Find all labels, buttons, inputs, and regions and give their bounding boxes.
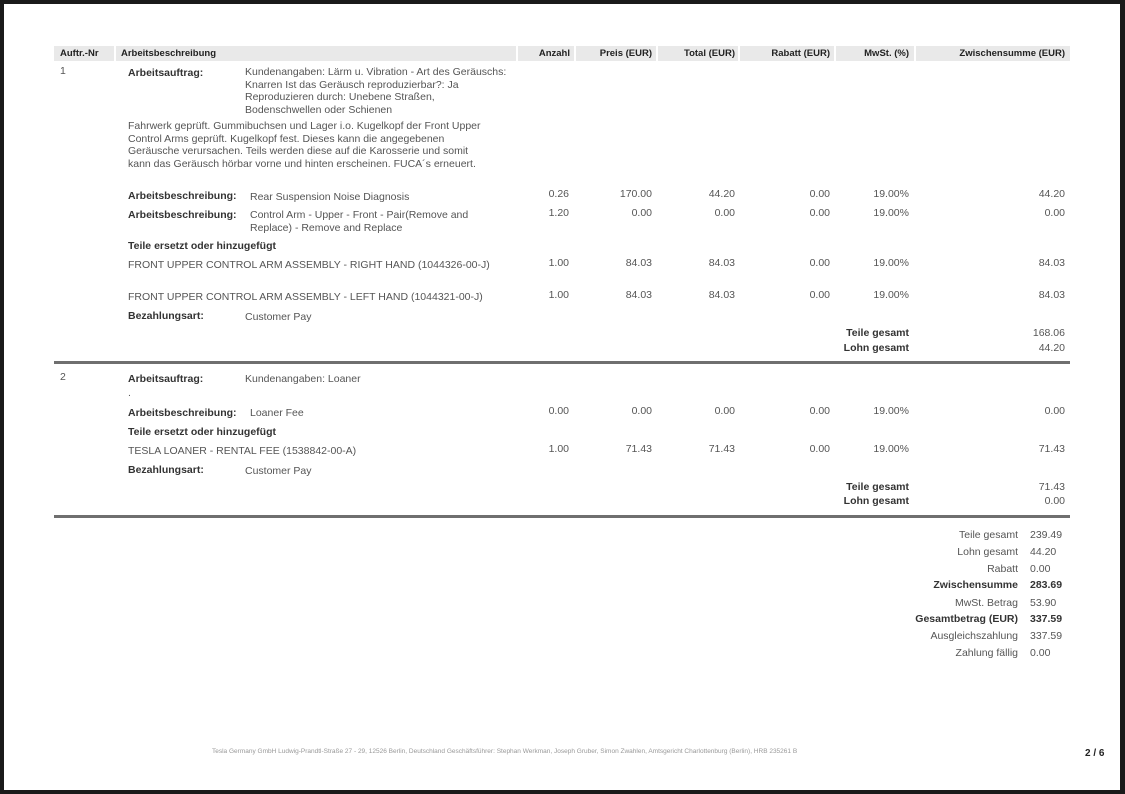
part-rabatt: 0.00 [809, 257, 830, 269]
order-number: 2 [60, 371, 66, 383]
col-header-total: Total (EUR) [683, 48, 735, 59]
work-order-label: Arbeitsauftrag: [128, 373, 204, 385]
section-divider [54, 515, 1070, 518]
labor-total-label: Lohn gesamt [843, 342, 909, 354]
summary-label: Zwischensumme [933, 579, 1018, 591]
summary-label: Zahlung fällig [955, 647, 1018, 659]
labor-preis: 0.00 [631, 405, 652, 417]
labor-zwischensumme: 0.00 [1044, 405, 1065, 417]
part-preis: 71.43 [625, 443, 652, 455]
labor-total-value: 0.00 [1044, 495, 1065, 507]
labor-description: Loaner Fee [250, 407, 304, 419]
summary-label: MwSt. Betrag [954, 597, 1018, 609]
labor-mwst: 19.00% [873, 405, 909, 417]
page-number: 2 / 6 [1085, 748, 1105, 759]
summary-label: Ausgleichszahlung [930, 630, 1018, 642]
labor-zwischensumme: 44.20 [1038, 188, 1065, 200]
summary-value: 53.90 [1030, 597, 1057, 609]
summary-label: Gesamtbetrag (EUR) [915, 613, 1018, 625]
parts-total-value: 168.06 [1032, 327, 1065, 339]
payment-type-value: Customer Pay [245, 311, 312, 323]
summary-value: 44.20 [1030, 546, 1057, 558]
part-rabatt: 0.00 [809, 289, 830, 301]
col-header-arbeitsbeschreibung: Arbeitsbeschreibung [121, 48, 217, 59]
labor-description: Rear Suspension Noise Diagnosis [250, 191, 410, 203]
part-mwst: 19.00% [873, 443, 909, 455]
part-anzahl: 1.00 [548, 289, 569, 301]
work-order-text: Kundenangaben: Lärm u. Vibration - Art des Geräuschs: Knarren Ist das Geräusch reproduzierbar?: Ja Reproduzieren durch: Unebene Straßen, Bodenschwellen oder Schienen [245, 66, 507, 116]
summary-value: 337.59 [1030, 630, 1063, 642]
part-anzahl: 1.00 [548, 443, 569, 455]
order-number: 1 [60, 65, 66, 77]
work-order-note: . [128, 387, 131, 399]
part-zwischensumme: 84.03 [1038, 289, 1065, 301]
labor-zwischensumme: 0.00 [1044, 207, 1065, 219]
part-preis: 84.03 [625, 289, 652, 301]
labor-preis: 170.00 [619, 188, 652, 200]
labor-total: 44.20 [708, 188, 735, 200]
summary-value: 0.00 [1030, 563, 1051, 575]
parts-heading: Teile ersetzt oder hinzugefügt [128, 426, 276, 438]
section-divider [54, 361, 1070, 364]
part-anzahl: 1.00 [548, 257, 569, 269]
labor-mwst: 19.00% [873, 207, 909, 219]
labor-rabatt: 0.00 [809, 188, 830, 200]
part-description: TESLA LOANER - RENTAL FEE (1538842-00-A) [128, 445, 357, 457]
labor-anzahl: 0.00 [548, 405, 569, 417]
labor-total: 0.00 [714, 405, 735, 417]
summary-value: 283.69 [1030, 579, 1063, 591]
parts-total-value: 71.43 [1038, 481, 1065, 493]
summary-value: 337.59 [1030, 613, 1063, 625]
work-order-label: Arbeitsauftrag: [128, 67, 204, 79]
labor-label: Arbeitsbeschreibung: [128, 407, 237, 419]
labor-rabatt: 0.00 [809, 207, 830, 219]
invoice-page [4, 4, 1120, 790]
labor-total: 0.00 [714, 207, 735, 219]
labor-preis: 0.00 [631, 207, 652, 219]
labor-total-label: Lohn gesamt [843, 495, 909, 507]
part-zwischensumme: 71.43 [1038, 443, 1065, 455]
company-footer: Tesla Germany GmbH Ludwig-Prandtl-Straße 27 - 29, 12526 Berlin, Deutschland Geschäftsführer: Stephan Werkman, Joseph Gruber, Simon Zwahlen, Amtsgericht Charlottenburg (Berlin), HRB 235261 B [212, 748, 798, 755]
labor-anzahl: 1.20 [548, 207, 569, 219]
part-rabatt: 0.00 [809, 443, 830, 455]
part-mwst: 19.00% [873, 289, 909, 301]
work-order-text: Kundenangaben: Loaner [245, 373, 361, 385]
payment-type-label: Bezahlungsart: [128, 310, 204, 322]
col-header-rabatt: Rabatt (EUR) [771, 48, 830, 59]
parts-total-label: Teile gesamt [846, 327, 909, 339]
summary-value: 0.00 [1030, 647, 1051, 659]
part-zwischensumme: 84.03 [1038, 257, 1065, 269]
payment-type-label: Bezahlungsart: [128, 464, 204, 476]
summary-label: Rabatt [987, 563, 1018, 575]
summary-value: 239.49 [1030, 529, 1063, 541]
part-total: 71.43 [708, 443, 735, 455]
col-header-mwst: MwSt. (%) [864, 48, 909, 59]
col-header-anzahl: Anzahl [538, 48, 570, 59]
col-header-auftr-nr: Auftr.-Nr [60, 48, 99, 59]
part-total: 84.03 [708, 257, 735, 269]
parts-heading: Teile ersetzt oder hinzugefügt [128, 240, 276, 252]
part-total: 84.03 [708, 289, 735, 301]
labor-total-value: 44.20 [1038, 342, 1065, 354]
col-header-preis: Preis (EUR) [599, 48, 652, 59]
labor-anzahl: 0.26 [548, 188, 569, 200]
part-description: FRONT UPPER CONTROL ARM ASSEMBLY - LEFT HAND (1044321-00-J) [128, 291, 483, 303]
parts-total-label: Teile gesamt [846, 481, 909, 493]
col-header-zwischensumme: Zwischensumme (EUR) [959, 48, 1065, 59]
labor-label: Arbeitsbeschreibung: [128, 209, 237, 221]
part-description: FRONT UPPER CONTROL ARM ASSEMBLY - RIGHT HAND (1044326-00-J) [128, 259, 490, 271]
work-order-note: Fahrwerk geprüft. Gummibuchsen und Lager i.o. Kugelkopf der Front Upper Control Arms geprüft. Kugelkopf fest. Dieses kann die angegebenen Geräusche verursachen. Teils werden diese auf die Karosserie und somit kann das Geräusch hörbar vorne und hinten erscheinen. FUCA´s erneuert. [128, 120, 481, 170]
labor-mwst: 19.00% [873, 188, 909, 200]
labor-description: Control Arm - Upper - Front - Pair(Remove and Replace) - Remove and Replace [250, 209, 469, 234]
part-preis: 84.03 [625, 257, 652, 269]
summary-label: Lohn gesamt [957, 546, 1018, 558]
summary-label: Teile gesamt [959, 529, 1018, 541]
part-mwst: 19.00% [873, 257, 909, 269]
payment-type-value: Customer Pay [245, 465, 312, 477]
labor-label: Arbeitsbeschreibung: [128, 190, 237, 202]
labor-rabatt: 0.00 [809, 405, 830, 417]
